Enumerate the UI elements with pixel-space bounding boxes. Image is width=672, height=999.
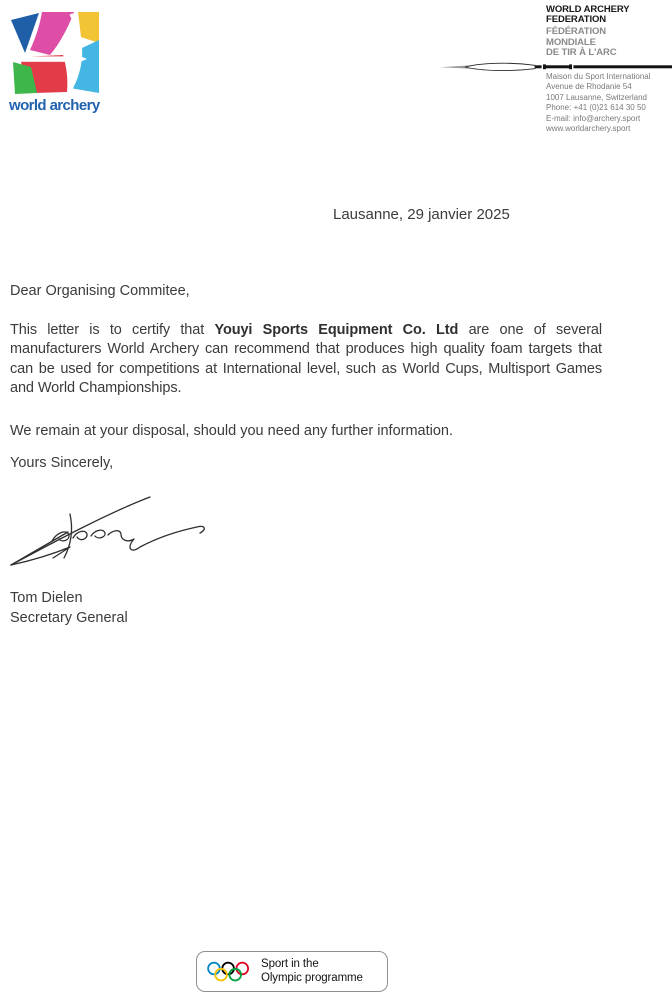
olympic-badge-text: Sport in the Olympic programme xyxy=(261,957,363,984)
logo-wordmark: world archery xyxy=(9,97,100,114)
body-text-before: This letter is to certify that xyxy=(10,322,215,338)
dateline: Lausanne, 29 janvier 2025 xyxy=(333,206,510,223)
body-paragraph xyxy=(10,321,602,399)
company-name: Youyi Sports Equipment Co. Ltd xyxy=(214,322,459,338)
world-archery-logo-icon xyxy=(9,9,101,95)
body-text-after: are one of several manufacturers World Archery can recommend that produces high quality foam targets that can be used for competitions at International level, such as World Cups, Multisport Games and World Championships. xyxy=(10,322,603,397)
signature-image xyxy=(6,485,220,573)
body-paragraph-2: We remain at your disposal, should you need any further information. xyxy=(10,423,454,439)
address-line-email: E-mail: info@archery.sport xyxy=(546,113,641,123)
org-name-en: WORLD ARCHERY FEDERATION xyxy=(546,4,630,26)
signer-title: Secretary General xyxy=(10,609,128,626)
world-archery-logo xyxy=(9,9,104,114)
address-line: Maison du Sport International xyxy=(546,72,651,81)
org-title-block xyxy=(546,5,672,58)
salutation: Dear Organising Commitee, xyxy=(10,283,190,299)
address-line: Avenue de Rhodanie 54 xyxy=(546,82,632,92)
signer-name: Tom Dielen xyxy=(10,590,83,606)
olympic-badge xyxy=(196,951,388,992)
olympic-rings-icon xyxy=(206,961,252,983)
signer-block xyxy=(10,589,128,628)
closing: Yours Sincerely, xyxy=(10,455,114,471)
address-block xyxy=(546,72,672,134)
address-line-website: www.worldarchery.sport xyxy=(546,124,631,134)
address-line: 1007 Lausanne, Switzerland xyxy=(546,92,647,102)
org-name-fr: FÉDÉRATION MONDIALE DE TIR À L'ARC xyxy=(546,26,617,58)
address-line-phone: Phone: +41 (0)21 614 30 50 xyxy=(546,103,646,113)
